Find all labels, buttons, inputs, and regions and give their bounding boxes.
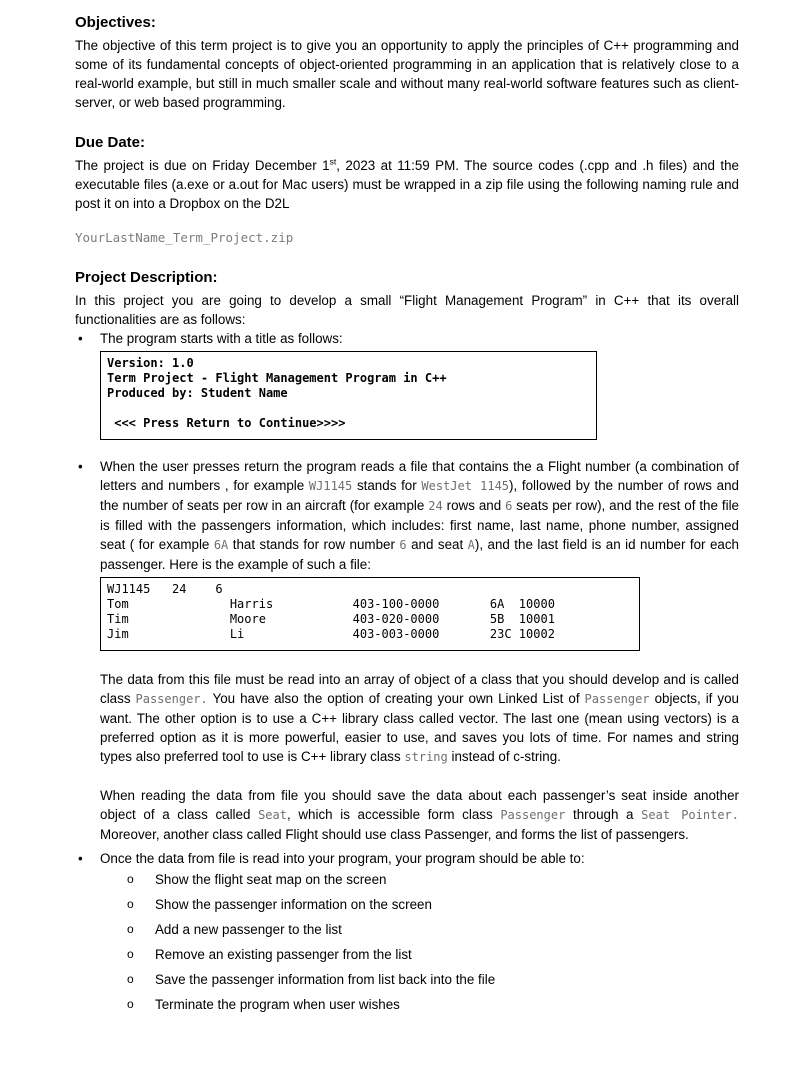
bullet-marker: • bbox=[78, 331, 83, 346]
feature-label: Terminate the program when user wishes bbox=[155, 997, 400, 1012]
sub-bullet-marker: o bbox=[127, 997, 134, 1011]
feature-label: Remove an existing passenger from the list bbox=[155, 947, 412, 962]
feature-label: Show the flight seat map on the screen bbox=[155, 872, 387, 887]
data-structure-paragraph: The data from this file must be read into an array of object of a class that you should develop and is called class Passenger. You have also the option of creating your own Linked List of Passenger objects, if you want. The other option is to use a C++ library class called vector. The last one (mean using vectors) is a preferred option as it is more powerful, easier to use, and saves you lots of time. For names and string types also preferred tool to use is C++ library class string instead of c-string. bbox=[100, 672, 739, 764]
sub-bullet-marker: o bbox=[127, 897, 134, 911]
sub-bullet-marker: o bbox=[127, 922, 134, 936]
sub-bullet-marker: o bbox=[127, 972, 134, 986]
zip-filename: YourLastName_Term_Project.zip bbox=[75, 230, 294, 245]
code-line: Produced by: Student Name bbox=[107, 386, 288, 400]
feature-label: Show the passenger information on the screen bbox=[155, 897, 432, 912]
code-line: Term Project - Flight Management Program in C++ bbox=[107, 371, 447, 385]
feature-item bbox=[125, 920, 739, 939]
section-project-description bbox=[75, 268, 739, 1020]
project-bullet-list bbox=[75, 329, 739, 1020]
feature-label: Save the passenger information from list back into the file bbox=[155, 972, 496, 987]
heading-project-description: Project Description: bbox=[75, 269, 218, 286]
feature-sublist bbox=[125, 870, 739, 1014]
code-line: <<< Press Return to Continue>>>> bbox=[107, 416, 346, 430]
due-date-body: The project is due on Friday December 1st, 2023 at 11:59 PM. The source codes (.cpp and .h files) and the executable files (a.exe or a.out for Mac users) must be wrapped in a zip file using the following naming rule and post it on into a Dropbox on the D2L bbox=[75, 156, 739, 211]
bullet-marker: • bbox=[78, 851, 83, 866]
feature-item bbox=[125, 970, 739, 989]
program-features-text: Once the data from file is read into your program, your program should be able to: bbox=[100, 851, 585, 866]
heading-due-date: Due Date: bbox=[75, 134, 146, 151]
bullet-marker: • bbox=[78, 459, 83, 474]
code-line: Jim Li 403-003-0000 23C 10002 bbox=[107, 627, 555, 641]
code-line: Version: 1.0 bbox=[107, 356, 194, 370]
sub-bullet-marker: o bbox=[127, 872, 134, 886]
feature-item bbox=[125, 870, 739, 889]
code-line: Tim Moore 403-020-0000 5B 10001 bbox=[107, 612, 555, 626]
code-line: WJ1145 24 6 bbox=[107, 582, 223, 596]
objectives-body: The objective of this term project is to give you an opportunity to apply the principles of C++ programming and some of its fundamental concepts of object-oriented programming in an application that is relatively close to a real-world example, but still in much smaller scale and without many real-world software features such as client-server, or web based programming. bbox=[75, 38, 739, 110]
list-item-file-format bbox=[75, 457, 739, 844]
list-item-program-features bbox=[75, 849, 739, 1020]
file-format-text: When the user presses return the program reads a file that contains the a Flight number (a combination of letters and numbers , for example WJ1145 stands for WestJet 1145), followed by the number of rows and the number of seats per row in an aircraft (for example 24 rows and 6 seats per row), and the rest of the file is filled with the passengers information, which includes: first name, last name, phone number, assigned seat ( for example 6A that stands for row number 6 and seat A), and the last field is an id number for each passenger. Here is the example of such a file: bbox=[100, 459, 739, 572]
feature-item bbox=[125, 945, 739, 964]
sub-bullet-marker: o bbox=[127, 947, 134, 961]
list-item-title-screen bbox=[75, 329, 739, 452]
title-code-box bbox=[100, 351, 597, 440]
feature-item bbox=[125, 995, 739, 1014]
file-example-box bbox=[100, 577, 640, 651]
section-due-date bbox=[75, 133, 739, 247]
code-line: Tom Harris 403-100-0000 6A 10000 bbox=[107, 597, 555, 611]
section-objectives bbox=[75, 13, 739, 112]
seat-class-paragraph: When reading the data from file you should save the data about each passenger’s seat inside another object of a class called Seat, which is accessible form class Passenger through a Seat Pointer. Moreover, another class called Flight should use class Passenger, and forms the list of passengers. bbox=[100, 788, 740, 842]
project-intro: In this project you are going to develop a small “Flight Management Program” in C++ that its overall functionalities are as follows: bbox=[75, 293, 739, 327]
feature-item bbox=[125, 895, 739, 914]
title-screen-text: The program starts with a title as follows: bbox=[100, 331, 343, 346]
heading-objectives: Objectives: bbox=[75, 14, 156, 31]
feature-label: Add a new passenger to the list bbox=[155, 922, 342, 937]
code-line bbox=[107, 401, 590, 416]
